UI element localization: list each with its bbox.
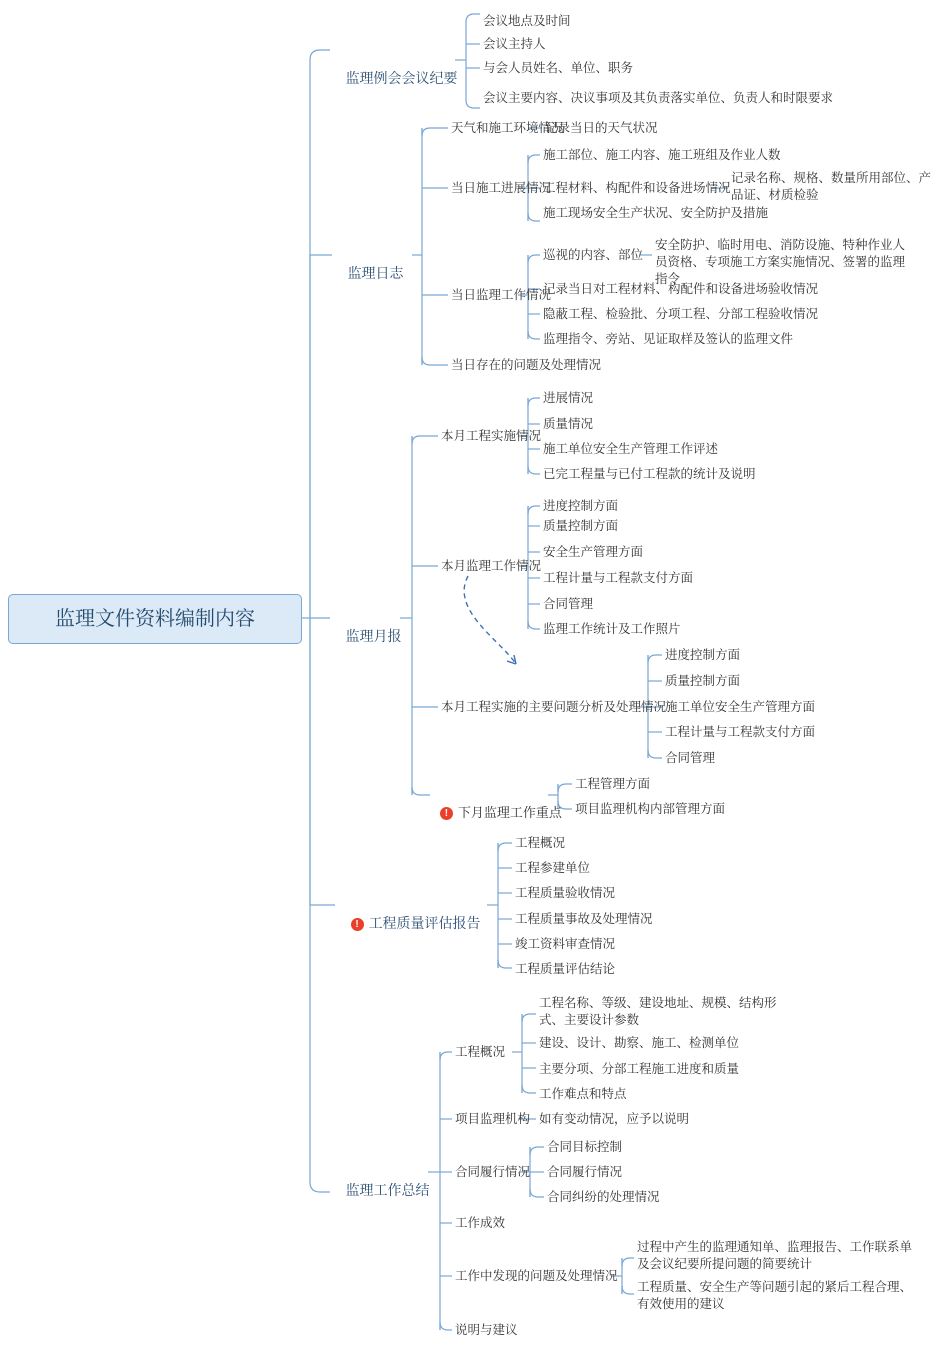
- node-completed-quantity-payment[interactable]: 已完工程量与已付工程款的统计及说明: [543, 467, 756, 481]
- node-problem-quality-control[interactable]: 质量控制方面: [665, 674, 741, 688]
- node-inspection-detail[interactable]: 安全防护、临时用电、消防设施、特种作业人员资格、专项施工方案实施情况、签署的监理指令: [655, 238, 906, 286]
- node-progress-quality[interactable]: 主要分项、分部工程施工进度和质量: [539, 1062, 740, 1076]
- node-quality-accidents[interactable]: 工程质量事故及处理情况: [515, 912, 653, 926]
- node-quality-conclusion[interactable]: 工程质量评估结论: [515, 962, 616, 976]
- node-weather-record[interactable]: 记录当日的天气状况: [545, 121, 658, 135]
- node-attendees[interactable]: 与会人员姓名、单位、职务: [483, 61, 634, 75]
- node-difficulties-features[interactable]: 工作难点和特点: [539, 1087, 627, 1101]
- node-quality-safety-suggestions[interactable]: 工程质量、安全生产等问题引起的紧后工程合理、有效使用的建议: [637, 1280, 913, 1311]
- node-materials-entry[interactable]: 工程材料、构配件和设备进场情况: [543, 181, 731, 195]
- node-contract-performance-status[interactable]: 合同履行情况: [547, 1165, 623, 1179]
- node-project-management-aspect[interactable]: 工程管理方面: [575, 777, 651, 791]
- node-explanation-suggestions[interactable]: 说明与建议: [455, 1323, 518, 1337]
- node-next-month-focus[interactable]: ! 下月监理工作重点: [426, 787, 562, 839]
- node-construction-parts[interactable]: 施工部位、施工内容、施工班组及作业人数: [543, 148, 781, 162]
- node-inspection-content[interactable]: 巡视的内容、部位: [543, 248, 644, 262]
- alert-icon: !: [351, 918, 364, 931]
- node-work-results[interactable]: 工作成效: [455, 1216, 506, 1230]
- node-month-supervision-work[interactable]: 本月监理工作情况: [441, 559, 542, 573]
- node-contract-management[interactable]: 合同管理: [543, 597, 594, 611]
- node-documents-statistics[interactable]: 过程中产生的监理通知单、监理报告、工作联系单及会议纪要所提问题的简要统计: [637, 1240, 913, 1271]
- node-project-supervision-org[interactable]: 项目监理机构: [455, 1112, 531, 1126]
- node-safety-management-review[interactable]: 施工单位安全生产管理工作评述: [543, 442, 719, 456]
- node-daily-construction-progress[interactable]: 当日施工进展情况: [451, 181, 552, 195]
- node-quality-control[interactable]: 质量控制方面: [543, 519, 619, 533]
- branch-quality-assessment-report[interactable]: [335, 895, 481, 952]
- branch-label: 监理工作总结: [345, 1181, 430, 1198]
- node-quality-status[interactable]: 质量情况: [543, 417, 594, 431]
- node-site-safety-status[interactable]: 施工现场安全生产状况、安全防护及措施: [543, 206, 769, 220]
- node-weather-environment[interactable]: 天气和施工环境情况: [451, 121, 564, 135]
- node-concealed-works[interactable]: 隐蔽工程、检验批、分项工程、分部工程验收情况: [543, 307, 819, 321]
- node-quality-acceptance[interactable]: 工程质量验收情况: [515, 886, 616, 900]
- node-internal-management-aspect[interactable]: 项目监理机构内部管理方面: [575, 802, 726, 816]
- root-node[interactable]: [8, 594, 302, 644]
- node-meeting-place-time[interactable]: 会议地点及时间: [483, 14, 571, 28]
- node-acceptance-record[interactable]: 记录当日对工程材料、构配件和设备进场验收情况: [543, 282, 819, 296]
- node-project-overview-q[interactable]: 工程概况: [515, 836, 566, 850]
- dashed-arrow: [464, 576, 516, 664]
- branch-label: 监理日志: [347, 264, 404, 281]
- node-contract-target-control[interactable]: 合同目标控制: [547, 1140, 623, 1154]
- node-related-units[interactable]: 建设、设计、勘察、施工、检测单位: [539, 1036, 740, 1050]
- node-contract-performance[interactable]: 合同履行情况: [455, 1165, 531, 1179]
- node-problem-measurement-payment[interactable]: 工程计量与工程款支付方面: [665, 725, 816, 739]
- node-daily-supervision-work[interactable]: 当日监理工作情况: [451, 288, 552, 302]
- branch-monthly-report[interactable]: [330, 608, 402, 665]
- node-measurement-payment[interactable]: 工程计量与工程款支付方面: [543, 571, 694, 585]
- node-problem-contract-management[interactable]: 合同管理: [665, 751, 716, 765]
- node-progress-status[interactable]: 进展情况: [543, 391, 594, 405]
- branch-label: 工程质量评估报告: [368, 914, 481, 931]
- node-project-basic-info[interactable]: 工程名称、等级、建设地址、规模、结构形式、主要设计参数: [539, 996, 777, 1027]
- node-month-main-problems[interactable]: 本月工程实施的主要问题分析及处理情况: [441, 700, 667, 714]
- root-label: 监理文件资料编制内容: [55, 607, 255, 630]
- alert-icon: !: [440, 807, 453, 820]
- node-schedule-control[interactable]: 进度控制方面: [543, 499, 619, 513]
- branch-monitoring-meeting-minutes[interactable]: [330, 50, 458, 107]
- node-problem-safety-management[interactable]: 施工单位安全生产管理方面: [665, 700, 816, 714]
- node-contract-dispute-handling[interactable]: 合同纠纷的处理情况: [547, 1190, 660, 1204]
- node-completion-data-review[interactable]: 竣工资料审查情况: [515, 937, 616, 951]
- branch-label: 监理月报: [345, 627, 402, 644]
- node-daily-problems[interactable]: 当日存在的问题及处理情况: [451, 358, 602, 372]
- node-summary-project-overview[interactable]: 工程概况: [455, 1045, 506, 1059]
- node-meeting-host[interactable]: 会议主持人: [483, 37, 546, 51]
- node-found-problems-handling[interactable]: 工作中发现的问题及处理情况: [455, 1269, 618, 1283]
- node-problem-schedule-control[interactable]: 进度控制方面: [665, 648, 741, 662]
- node-supervision-orders[interactable]: 监理指令、旁站、见证取样及签认的监理文件: [543, 332, 794, 346]
- node-work-statistics-photos[interactable]: 监理工作统计及工作照片: [543, 622, 681, 636]
- node-materials-record-detail[interactable]: 记录名称、规格、数量所用部位、产品证、材质检验: [731, 171, 932, 202]
- node-participating-units[interactable]: 工程参建单位: [515, 861, 591, 875]
- branch-supervision-log[interactable]: [332, 245, 404, 302]
- node-org-changes[interactable]: 如有变动情况，应予以说明: [539, 1112, 690, 1126]
- node-month-implementation[interactable]: 本月工程实施情况: [441, 429, 542, 443]
- branch-work-summary[interactable]: [330, 1162, 430, 1219]
- node-meeting-content[interactable]: 会议主要内容、决议事项及其负责落实单位、负责人和时限要求: [483, 91, 834, 105]
- node-safety-production-management[interactable]: 安全生产管理方面: [543, 545, 644, 559]
- branch-label: 监理例会会议纪要: [345, 69, 458, 86]
